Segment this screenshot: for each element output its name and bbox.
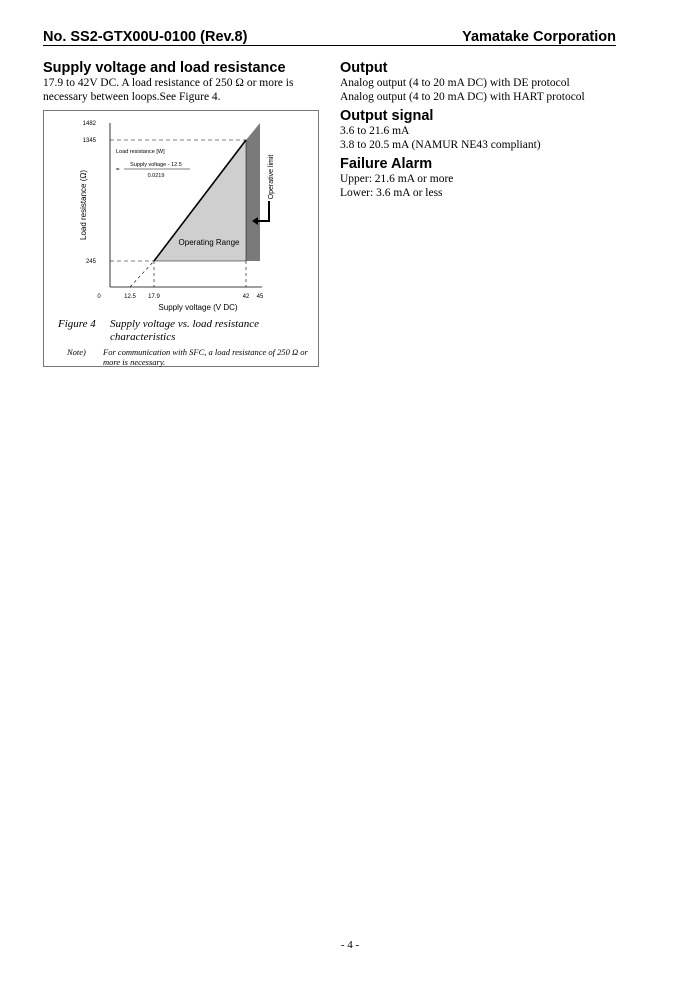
x-tick-label: 0 [97, 294, 101, 300]
output-sections [340, 60, 620, 200]
y-tick-label: 1482 [82, 121, 96, 127]
y-axis-label: Load resistance (Ω) [79, 169, 88, 241]
y-tick-label: 245 [85, 259, 96, 265]
operative-limit-area [246, 123, 260, 261]
x-axis-label: Supply voltage (V DC) [158, 303, 238, 312]
load-resistance-chart [44, 111, 320, 321]
y-tick-label: 1345 [82, 138, 96, 144]
output-line-1: Analog output (4 to 20 mA DC) with DE protocol [340, 77, 570, 89]
figure-note [67, 347, 317, 367]
output-line-2: Analog output (4 to 20 mA DC) with HART protocol [340, 90, 585, 103]
output-signal-line-2: 3.8 to 20.5 mA (NAMUR NE43 compliant) [340, 138, 541, 151]
page-number: - 4 - [340, 939, 360, 951]
supply-text-line-1: 17.9 to 42V DC. A load resistance of 250 Ω or more is [43, 77, 294, 89]
formula-denominator: 0.0219 [147, 173, 165, 179]
x-tick-label: 12.5 [124, 294, 136, 300]
failure-alarm-line-1: Upper: 21.6 mA or more [340, 173, 454, 185]
header-rule [43, 45, 616, 46]
operative-limit-label: Operative limit [268, 154, 275, 200]
operating-range-label: Operating Range [178, 238, 240, 247]
company-name: Yamatake Corporation [462, 29, 616, 45]
supply-section [43, 60, 323, 104]
figure-note-text: For communication with SFC, a load resistance of 250 Ω or more is necessary. [103, 347, 308, 367]
figure-caption-number: Figure 4 [58, 318, 96, 330]
x-tick-label: 45 [256, 294, 264, 300]
supply-heading: Supply voltage and load resistance [43, 60, 286, 76]
figure-note-label: Note) [67, 347, 86, 357]
x-tick-label: 17.9 [148, 294, 160, 300]
output-heading: Output [340, 60, 388, 76]
formula-equals: = [116, 167, 120, 173]
output-signal-line-1: 3.6 to 21.6 mA [340, 125, 410, 137]
supply-text-line-2: necessary between loops.See Figure 4. [43, 90, 221, 103]
x-tick-label: 42 [242, 294, 250, 300]
document-number: No. SS2-GTX00U-0100 (Rev.8) [43, 29, 248, 45]
formula-numerator: Supply voltage - 12.5 [130, 162, 182, 168]
formula-lhs: Load resistance [W] [116, 149, 165, 155]
figure-4 [43, 110, 319, 367]
figure-caption-title: Supply voltage vs. load resistance characteristics [110, 318, 259, 343]
guide-line-12-5 [130, 261, 154, 287]
output-signal-heading: Output signal [340, 108, 434, 124]
failure-alarm-line-2: Lower: 3.6 mA or less [340, 186, 443, 199]
failure-alarm-heading: Failure Alarm [340, 156, 433, 172]
figure-caption [58, 318, 316, 344]
